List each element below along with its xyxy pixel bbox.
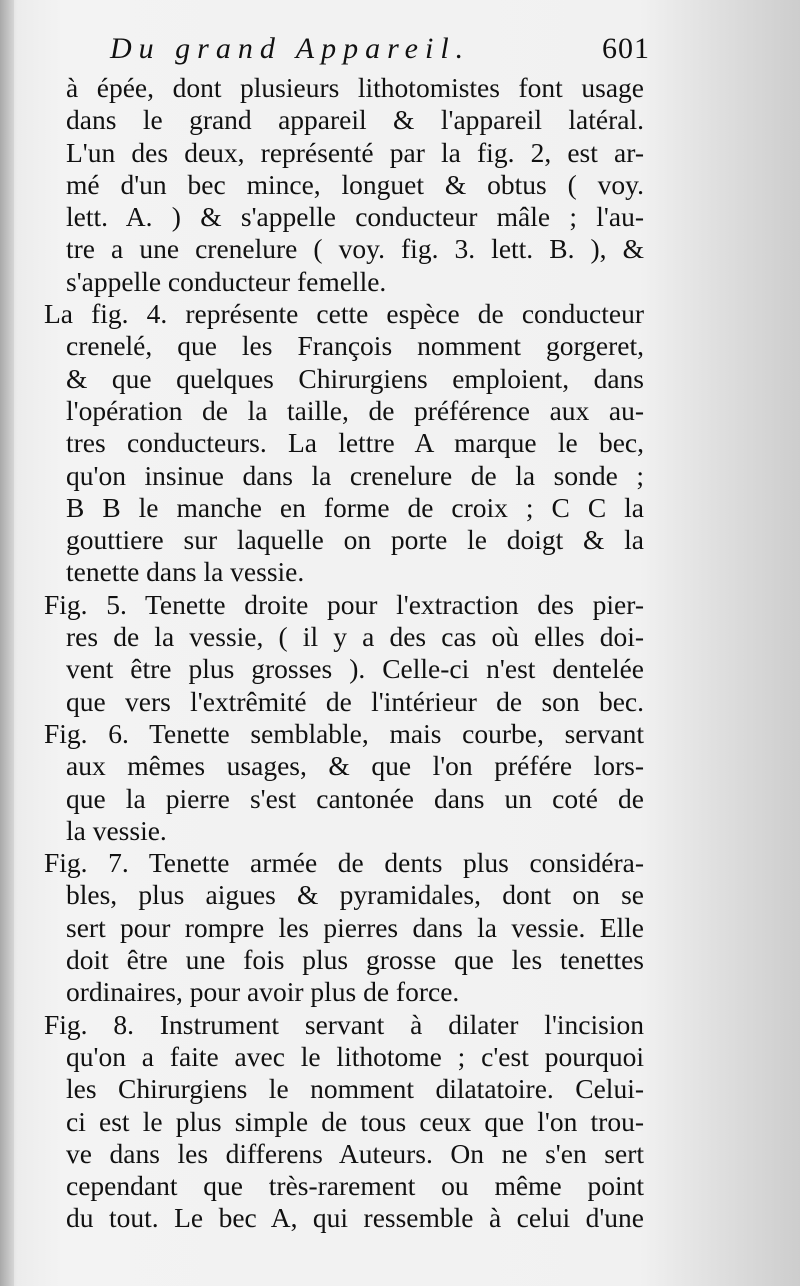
text-line: lett. A. ) & s'appelle conducteur mâle ; l'au-: [66, 201, 644, 233]
text-line: L'un des deux, représenté par la fig. 2, est ar-: [66, 136, 644, 168]
text-line: les Chirurgiens le nomment dilatatoire. Celui-: [66, 1073, 644, 1105]
text-line: à épée, dont plusieurs lithotomistes font usage: [66, 72, 644, 103]
text-line: bles, plus aigues & pyramidales, dont on se: [66, 879, 644, 911]
text-line: crenelé, que les François nomment gorgeret,: [66, 330, 644, 362]
text-line: aux mêmes usages, & que l'on préfére lors-: [66, 750, 644, 782]
text-line: sert pour rompre les pierres dans la vessie. Elle: [66, 911, 644, 943]
text-line: dans le grand appareil & l'appareil latéral.: [66, 104, 644, 136]
text-line: ci est le plus simple de tous ceux que l'on trou-: [66, 1105, 644, 1137]
text-line: que vers l'extrêmité de l'intérieur de son bec.: [66, 685, 644, 717]
text-line: doit être une fois plus grosse que les tenettes: [66, 944, 644, 976]
text-line: que la pierre s'est cantonée dans un coté de: [66, 782, 644, 814]
running-title: Du grand Appareil.: [110, 32, 471, 65]
text-line: gouttiere sur laquelle on porte le doigt & la: [66, 524, 644, 556]
text-line: cependant que très-rarement ou même point: [66, 1170, 644, 1202]
text-line: Fig. 5. Tenette droite pour l'extraction des pier-: [44, 588, 644, 620]
text-line: ordinaires, pour avoir plus de force.: [66, 976, 460, 1008]
text-line: Fig. 8. Instrument servant à dilater l'incision: [44, 1008, 644, 1040]
running-head: [110, 32, 650, 76]
text-line: ve dans les differens Auteurs. On ne s'en sert: [66, 1137, 644, 1169]
text-line: la vessie.: [66, 814, 167, 846]
text-line: l'opération de la taille, de préférence aux au-: [66, 394, 644, 426]
text-line: qu'on insinue dans la crenelure de la sonde ;: [66, 459, 644, 491]
text-line: & que quelques Chirurgiens emploient, dans: [66, 362, 644, 394]
text-line: tenette dans la vessie.: [66, 556, 305, 588]
text-line: qu'on a faite avec le lithotome ; c'est pourquoi: [66, 1040, 644, 1072]
text-line: du tout. Le bec A, qui ressemble à celui d'une: [66, 1202, 644, 1234]
text-line: s'appelle conducteur femelle.: [66, 265, 387, 297]
page-number: 601: [602, 32, 650, 65]
text-line: B B le manche en forme de croix ; C C la: [66, 491, 644, 523]
text-line: res de la vessie, ( il y a des cas où elles doi-: [66, 621, 644, 653]
text-line: tres conducteurs. La lettre A marque le bec,: [66, 427, 644, 459]
text-line: Fig. 7. Tenette armée de dents plus considéra-: [44, 847, 644, 879]
text-line: mé d'un bec mince, longuet & obtus ( voy.: [66, 168, 644, 200]
text-line: tre a une crenelure ( voy. fig. 3. lett. B. ), &: [66, 233, 644, 265]
page-gutter-shadow: [0, 0, 14, 1286]
text-line: Fig. 6. Tenette semblable, mais courbe, servant: [44, 717, 644, 749]
text-line: La fig. 4. représente cette espèce de conducteur: [44, 298, 644, 330]
body-text: [44, 72, 644, 1235]
text-line: vent être plus grosses ). Celle-ci n'est dentelée: [66, 653, 644, 685]
